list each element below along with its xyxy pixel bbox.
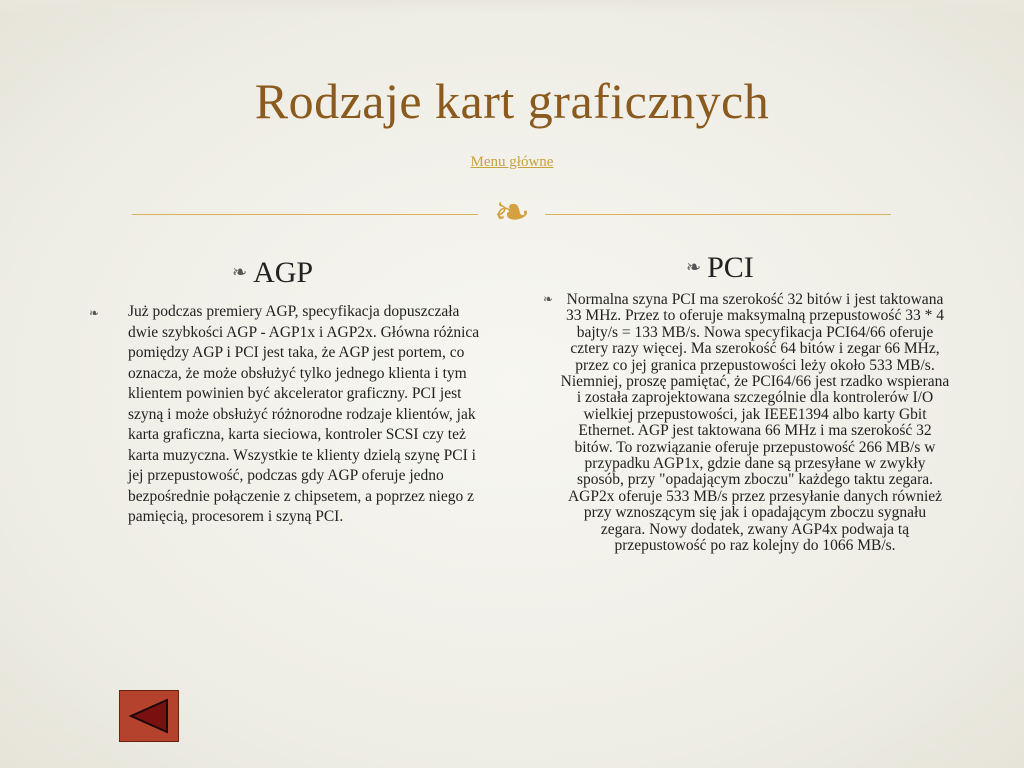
fleuron-bullet-icon: ❧ [89, 306, 100, 320]
agp-heading-text: AGP [253, 256, 314, 289]
fleuron-bullet-icon: ❧ [543, 292, 554, 306]
agp-heading [232, 256, 313, 290]
pci-heading [686, 251, 754, 285]
back-button[interactable] [119, 690, 179, 742]
pci-body-text: Normalna szyna PCI ma szerokość 32 bitów i jest taktowana 33 MHz. Przez to oferuje maksymalną przepustowość 33 * 4 bajty/s = 133 MB/s. Nowa specyfikacja PCI64/66 oferuje cztery razy więcej. Ma szerokość 64 bitów i zegar 66 MHz, przez co jej granica przepustowości leży około 533 MB/s. Niemniej, proszę pamiętać, że PCI64/66 jest rzadko wspierana i została zaprojektowana szczególnie dla kontrolerów I/O wielkiej przepustowości, jak IEEE1394 albo karty Gbit Ethernet. AGP jest taktowana 66 MHz i ma szerokość 32 bitów. To rozwiązanie oferuje przepustowość 266 MB/s w przypadku AGP1x, gdzie dane są przesyłane w zwykły sposób, przy "opadającym zboczu" każdego taktu zegara. AGP2x oferuje 533 MB/s przez przesyłanie danych również przy wznoszącym się jak i opadającym zboczu sygnału zegara. Nowy dodatek, zwany AGP4x podwaja tą przepustowość po raz kolejny do 1066 MB/s. [560, 291, 950, 555]
fleuron-bullet-icon: ❧ [686, 257, 702, 278]
back-arrow-icon [125, 696, 173, 736]
agp-body-text: Już podczas premiery AGP, specyfikacja dopuszczała dwie szybkości AGP - AGP1x i AGP2x. Główna różnica pomiędzy AGP i PCI jest taka, że AGP jest portem, co oznacza, że może obsłużyć tylko jednego klienta i tym klientem powinien być akcelerator graficzny. PCI jest szyną i może obsłużyć różnorodne rodzaje klientów, jak karta graficzna, karta sieciowa, kontroler SCSI czy też karta muzyczna. Wszystkie te klienty dzielą szynę PCI i jej przepustowość, podczas gdy AGP oferuje jedno bezpośrednie połączenie z chipsetem, a poprzez niego z pamięcią, procesorem i szyną PCI. [128, 303, 480, 525]
pci-heading-text: PCI [707, 251, 754, 284]
menu-link-container [0, 154, 1024, 171]
divider-left [132, 214, 478, 215]
slide-frame [0, 0, 1024, 14]
fleuron-bullet-icon: ❧ [232, 262, 248, 283]
slide-title: Rodzaje kart graficznych [254, 73, 770, 129]
divider-right [545, 214, 891, 215]
ornament-icon: ❧ [493, 187, 531, 238]
main-menu-link[interactable]: Menu główne [470, 154, 554, 170]
